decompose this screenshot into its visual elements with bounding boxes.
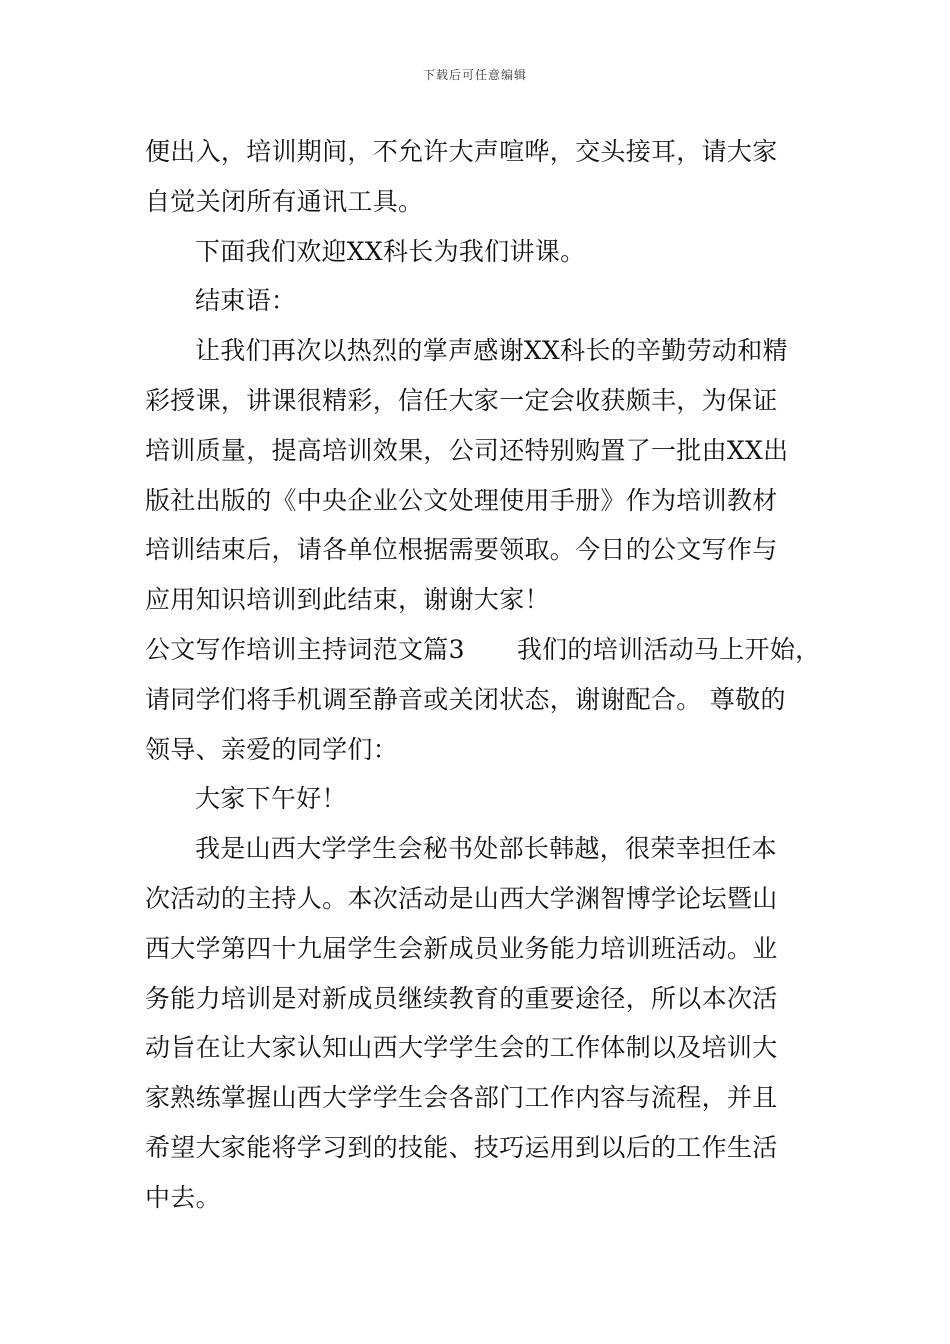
body-line: 动旨在让大家认知山西大学学生会的工作体制以及培训大 — [145, 1033, 778, 1063]
body-line: 我是山西大学学生会秘书处部长韩越，很荣幸担任本 — [195, 834, 777, 864]
body-line: 彩授课，讲课很精彩，信任大家一定会收获颇丰，为保证 — [145, 385, 778, 415]
body-line: 中去。 — [145, 1182, 221, 1212]
body-line: 版社出版的《中央企业公文处理使用手册》作为培训教材 — [145, 485, 778, 515]
body-line: 下面我们欢迎XX科长为我们讲课。 — [195, 236, 586, 266]
body-line: 领导、亲爱的同学们： — [145, 734, 399, 764]
closing-remarks-heading: 结束语： — [195, 286, 297, 316]
body-line: 培训质量，提高培训效果，公司还特别购置了一批由XX出 — [145, 435, 789, 465]
body-line: 希望大家能将学习到的技能、技巧运用到以后的工作生活 — [145, 1132, 778, 1162]
body-line: 请同学们将手机调至静音或关闭状态，谢谢配合。 尊敬的 — [145, 684, 786, 714]
section-title: 公文写作培训主持词范文篇3 — [145, 634, 465, 664]
body-line: 自觉关闭所有通讯工具。 — [145, 186, 424, 216]
section-continuation: 我们的培训活动马上开始， — [516, 634, 821, 664]
page-header: 下载后可任意编辑 — [422, 68, 527, 82]
body-line: 让我们再次以热烈的掌声感谢XX科长的辛勤劳动和精 — [195, 336, 788, 366]
body-line: 便出入，培训期间，不允许大声喧哗，交头接耳，请大家 — [145, 137, 778, 166]
body-line: 家熟练掌握山西大学学生会各部门工作内容与流程，并且 — [145, 1083, 778, 1113]
body-line: 次活动的主持人。本次活动是山西大学渊智博学论坛暨山 — [145, 883, 778, 913]
document-body — [145, 127, 821, 1223]
body-line: 西大学第四十九届学生会新成员业务能力培训班活动。业 — [145, 933, 778, 963]
body-line: 培训结束后，请各单位根据需要领取。今日的公文写作与 — [145, 535, 778, 565]
section-title-line — [145, 625, 821, 675]
body-line: 应用知识培训到此结束，谢谢大家！ — [145, 585, 550, 615]
body-line: 务能力培训是对新成员继续教育的重要途径，所以本次活 — [145, 983, 778, 1013]
greeting-line: 大家下午好！ — [195, 784, 347, 814]
